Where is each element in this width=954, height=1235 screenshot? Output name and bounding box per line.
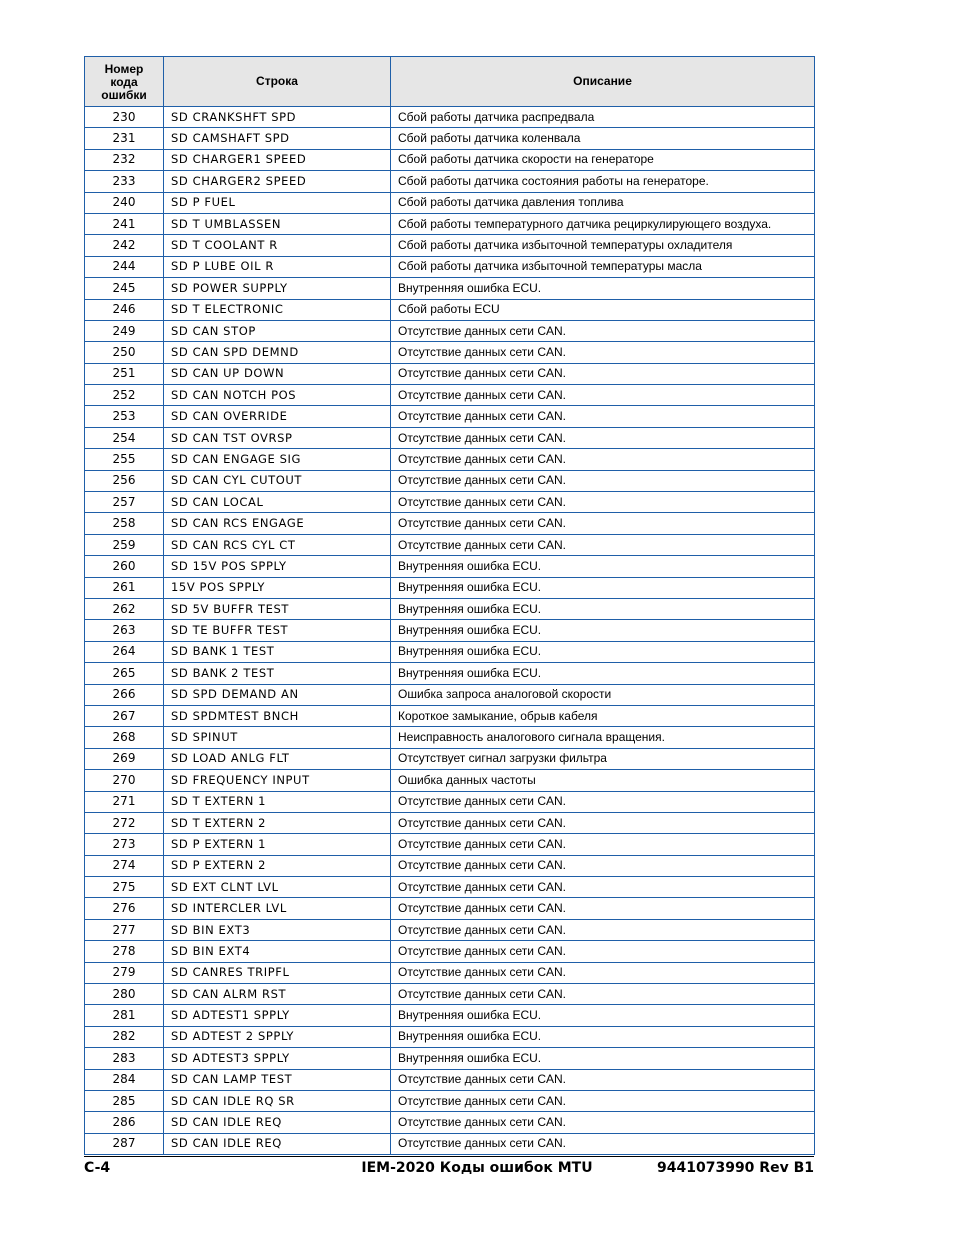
table-row bbox=[85, 449, 815, 470]
string-cell: SD EXT CLNT LVL bbox=[164, 877, 391, 898]
table-row bbox=[85, 1112, 815, 1133]
code-cell: 286 bbox=[85, 1112, 164, 1133]
description-cell: Сбой работы датчика коленвала bbox=[391, 128, 815, 149]
string-cell: SD CAN STOP bbox=[164, 320, 391, 341]
description-cell: Сбой работы датчика избыточной температуры масла bbox=[391, 256, 815, 277]
code-cell: 282 bbox=[85, 1026, 164, 1047]
table-row bbox=[85, 898, 815, 919]
table-row bbox=[85, 107, 815, 128]
code-cell: 230 bbox=[85, 107, 164, 128]
code-cell: 241 bbox=[85, 213, 164, 234]
string-cell: SD BIN EXT3 bbox=[164, 919, 391, 940]
string-cell: SD T EXTERN 2 bbox=[164, 812, 391, 833]
code-cell: 259 bbox=[85, 534, 164, 555]
string-cell: SD SPDMTEST BNCH bbox=[164, 705, 391, 726]
code-cell: 281 bbox=[85, 1005, 164, 1026]
footer-doc-number: 9441073990 Rev B1 bbox=[657, 1160, 814, 1176]
description-cell: Внутренняя ошибка ECU. bbox=[391, 1048, 815, 1069]
code-cell: 242 bbox=[85, 235, 164, 256]
description-cell: Отсутствие данных сети CAN. bbox=[391, 513, 815, 534]
string-cell: SD BANK 1 TEST bbox=[164, 641, 391, 662]
code-cell: 278 bbox=[85, 941, 164, 962]
table-row bbox=[85, 1090, 815, 1111]
code-cell: 264 bbox=[85, 641, 164, 662]
table-row bbox=[85, 598, 815, 619]
table-row bbox=[85, 941, 815, 962]
string-cell: SD ADTEST1 SPPLY bbox=[164, 1005, 391, 1026]
string-cell: SD CAN IDLE RQ SR bbox=[164, 1090, 391, 1111]
string-cell: SD CAN TST OVRSP bbox=[164, 427, 391, 448]
code-cell: 277 bbox=[85, 919, 164, 940]
table-row bbox=[85, 470, 815, 491]
description-cell: Отсутствие данных сети CAN. bbox=[391, 1133, 815, 1154]
description-cell: Отсутствие данных сети CAN. bbox=[391, 385, 815, 406]
string-cell: SD TE BUFFR TEST bbox=[164, 620, 391, 641]
string-cell: SD CHARGER2 SPEED bbox=[164, 171, 391, 192]
string-cell: SD CAN LOCAL bbox=[164, 492, 391, 513]
table-row bbox=[85, 363, 815, 384]
table-row bbox=[85, 919, 815, 940]
table-row bbox=[85, 406, 815, 427]
code-cell: 269 bbox=[85, 748, 164, 769]
description-cell: Отсутствие данных сети CAN. bbox=[391, 855, 815, 876]
description-cell: Отсутствие данных сети CAN. bbox=[391, 363, 815, 384]
table-row bbox=[85, 427, 815, 448]
table-row bbox=[85, 278, 815, 299]
code-cell: 271 bbox=[85, 791, 164, 812]
code-cell: 252 bbox=[85, 385, 164, 406]
string-cell: SD BIN EXT4 bbox=[164, 941, 391, 962]
code-cell: 246 bbox=[85, 299, 164, 320]
header-string: Строка bbox=[164, 57, 391, 107]
table-row bbox=[85, 1048, 815, 1069]
table-row bbox=[85, 256, 815, 277]
description-cell: Отсутствие данных сети CAN. bbox=[391, 1069, 815, 1090]
code-cell: 251 bbox=[85, 363, 164, 384]
string-cell: SD CAN IDLE REQ bbox=[164, 1133, 391, 1154]
table-row bbox=[85, 770, 815, 791]
string-cell: SD CAN CYL CUTOUT bbox=[164, 470, 391, 491]
description-cell: Отсутствие данных сети CAN. bbox=[391, 449, 815, 470]
description-cell: Отсутствие данных сети CAN. bbox=[391, 877, 815, 898]
string-cell: SD T ELECTRONIC bbox=[164, 299, 391, 320]
code-cell: 261 bbox=[85, 577, 164, 598]
code-cell: 275 bbox=[85, 877, 164, 898]
table-row bbox=[85, 620, 815, 641]
error-codes-table bbox=[84, 56, 815, 1155]
table-row bbox=[85, 299, 815, 320]
string-cell: SD 5V BUFFR TEST bbox=[164, 598, 391, 619]
code-cell: 254 bbox=[85, 427, 164, 448]
table-row bbox=[85, 834, 815, 855]
table-row bbox=[85, 727, 815, 748]
string-cell: SD CAN RCS ENGAGE bbox=[164, 513, 391, 534]
string-cell: SD P EXTERN 2 bbox=[164, 855, 391, 876]
description-cell: Внутренняя ошибка ECU. bbox=[391, 556, 815, 577]
table-row bbox=[85, 1026, 815, 1047]
string-cell: SD SPD DEMAND AN bbox=[164, 684, 391, 705]
code-cell: 258 bbox=[85, 513, 164, 534]
code-cell: 265 bbox=[85, 663, 164, 684]
string-cell: SD BANK 2 TEST bbox=[164, 663, 391, 684]
string-cell: SD CAN ALRM RST bbox=[164, 984, 391, 1005]
table-row bbox=[85, 235, 815, 256]
header-code-line3: ошибки bbox=[101, 87, 147, 102]
string-cell: 15V POS SPPLY bbox=[164, 577, 391, 598]
string-cell: SD CAMSHAFT SPD bbox=[164, 128, 391, 149]
table-row bbox=[85, 213, 815, 234]
footer-page-number: C-4 bbox=[84, 1160, 111, 1176]
string-cell: SD CAN RCS CYL CT bbox=[164, 534, 391, 555]
description-cell: Отсутствие данных сети CAN. bbox=[391, 1090, 815, 1111]
code-cell: 253 bbox=[85, 406, 164, 427]
code-cell: 283 bbox=[85, 1048, 164, 1069]
description-cell: Внутренняя ошибка ECU. bbox=[391, 641, 815, 662]
table-row bbox=[85, 705, 815, 726]
string-cell: SD T EXTERN 1 bbox=[164, 791, 391, 812]
table-row bbox=[85, 149, 815, 170]
string-cell: SD ADTEST 2 SPPLY bbox=[164, 1026, 391, 1047]
code-cell: 257 bbox=[85, 492, 164, 513]
table-row bbox=[85, 877, 815, 898]
table-row bbox=[85, 342, 815, 363]
description-cell: Сбой работы датчика скорости на генераторе bbox=[391, 149, 815, 170]
description-cell: Внутренняя ошибка ECU. bbox=[391, 598, 815, 619]
description-cell: Отсутствие данных сети CAN. bbox=[391, 427, 815, 448]
code-cell: 280 bbox=[85, 984, 164, 1005]
table-row bbox=[85, 192, 815, 213]
string-cell: SD P LUBE OIL R bbox=[164, 256, 391, 277]
string-cell: SD CAN ENGAGE SIG bbox=[164, 449, 391, 470]
description-cell: Ошибка запроса аналоговой скорости bbox=[391, 684, 815, 705]
code-cell: 267 bbox=[85, 705, 164, 726]
code-cell: 287 bbox=[85, 1133, 164, 1154]
header-description: Описание bbox=[391, 57, 815, 107]
table-row bbox=[85, 791, 815, 812]
table-row bbox=[85, 577, 815, 598]
description-cell: Отсутствие данных сети CAN. bbox=[391, 342, 815, 363]
code-cell: 255 bbox=[85, 449, 164, 470]
code-cell: 274 bbox=[85, 855, 164, 876]
header-code bbox=[85, 57, 164, 107]
string-cell: SD ADTEST3 SPPLY bbox=[164, 1048, 391, 1069]
string-cell: SD FREQUENCY INPUT bbox=[164, 770, 391, 791]
table-row bbox=[85, 1133, 815, 1154]
table-row bbox=[85, 492, 815, 513]
description-cell: Внутренняя ошибка ECU. bbox=[391, 1005, 815, 1026]
table-row bbox=[85, 748, 815, 769]
description-cell: Сбой работы датчика состояния работы на генераторе. bbox=[391, 171, 815, 192]
table-row bbox=[85, 534, 815, 555]
code-cell: 279 bbox=[85, 962, 164, 983]
description-cell: Внутренняя ошибка ECU. bbox=[391, 1026, 815, 1047]
table-row bbox=[85, 984, 815, 1005]
description-cell: Ошибка данных частоты bbox=[391, 770, 815, 791]
code-cell: 231 bbox=[85, 128, 164, 149]
code-cell: 284 bbox=[85, 1069, 164, 1090]
description-cell: Отсутствие данных сети CAN. bbox=[391, 941, 815, 962]
string-cell: SD CAN UP DOWN bbox=[164, 363, 391, 384]
table-body bbox=[85, 107, 815, 1155]
description-cell: Внутренняя ошибка ECU. bbox=[391, 620, 815, 641]
code-cell: 276 bbox=[85, 898, 164, 919]
table-row bbox=[85, 513, 815, 534]
table-row bbox=[85, 812, 815, 833]
code-cell: 250 bbox=[85, 342, 164, 363]
description-cell: Отсутствие данных сети CAN. bbox=[391, 320, 815, 341]
code-cell: 268 bbox=[85, 727, 164, 748]
code-cell: 263 bbox=[85, 620, 164, 641]
description-cell: Отсутствие данных сети CAN. bbox=[391, 791, 815, 812]
code-cell: 285 bbox=[85, 1090, 164, 1111]
header-code-line2: кода bbox=[110, 74, 138, 89]
table-row bbox=[85, 128, 815, 149]
description-cell: Отсутствие данных сети CAN. bbox=[391, 812, 815, 833]
description-cell: Внутренняя ошибка ECU. bbox=[391, 278, 815, 299]
description-cell: Внутренняя ошибка ECU. bbox=[391, 663, 815, 684]
description-cell: Отсутствие данных сети CAN. bbox=[391, 406, 815, 427]
code-cell: 256 bbox=[85, 470, 164, 491]
string-cell: SD T UMBLASSEN bbox=[164, 213, 391, 234]
table-row bbox=[85, 1005, 815, 1026]
description-cell: Отсутствие данных сети CAN. bbox=[391, 962, 815, 983]
table-row bbox=[85, 385, 815, 406]
description-cell: Короткое замыкание, обрыв кабеля bbox=[391, 705, 815, 726]
table-row bbox=[85, 962, 815, 983]
description-cell: Отсутствие данных сети CAN. bbox=[391, 834, 815, 855]
description-cell: Сбой работы датчика избыточной температуры охладителя bbox=[391, 235, 815, 256]
description-cell: Неисправность аналогового сигнала вращения. bbox=[391, 727, 815, 748]
string-cell: SD CAN NOTCH POS bbox=[164, 385, 391, 406]
code-cell: 244 bbox=[85, 256, 164, 277]
code-cell: 249 bbox=[85, 320, 164, 341]
string-cell: SD POWER SUPPLY bbox=[164, 278, 391, 299]
code-cell: 272 bbox=[85, 812, 164, 833]
code-cell: 245 bbox=[85, 278, 164, 299]
string-cell: SD CAN OVERRIDE bbox=[164, 406, 391, 427]
description-cell: Отсутствие данных сети CAN. bbox=[391, 919, 815, 940]
footer-title: IEM-2020 Коды ошибок MTU bbox=[361, 1160, 593, 1176]
footer-divider bbox=[84, 1156, 814, 1157]
string-cell: SD CAN LAMP TEST bbox=[164, 1069, 391, 1090]
code-cell: 262 bbox=[85, 598, 164, 619]
description-cell: Отсутствие данных сети CAN. bbox=[391, 1112, 815, 1133]
string-cell: SD T COOLANT R bbox=[164, 235, 391, 256]
description-cell: Отсутствие данных сети CAN. bbox=[391, 470, 815, 491]
header-code-line1: Номер bbox=[104, 61, 144, 76]
string-cell: SD 15V POS SPPLY bbox=[164, 556, 391, 577]
string-cell: SD CANRES TRIPFL bbox=[164, 962, 391, 983]
code-cell: 232 bbox=[85, 149, 164, 170]
code-cell: 240 bbox=[85, 192, 164, 213]
string-cell: SD CAN IDLE REQ bbox=[164, 1112, 391, 1133]
table-row bbox=[85, 556, 815, 577]
code-cell: 260 bbox=[85, 556, 164, 577]
string-cell: SD CRANKSHFT SPD bbox=[164, 107, 391, 128]
description-cell: Отсутствие данных сети CAN. bbox=[391, 534, 815, 555]
code-cell: 270 bbox=[85, 770, 164, 791]
description-cell: Отсутствие данных сети CAN. bbox=[391, 898, 815, 919]
description-cell: Сбой работы температурного датчика рециркулирующего воздуха. bbox=[391, 213, 815, 234]
code-cell: 266 bbox=[85, 684, 164, 705]
code-cell: 233 bbox=[85, 171, 164, 192]
description-cell: Отсутствие данных сети CAN. bbox=[391, 984, 815, 1005]
string-cell: SD P EXTERN 1 bbox=[164, 834, 391, 855]
description-cell: Внутренняя ошибка ECU. bbox=[391, 577, 815, 598]
table-row bbox=[85, 663, 815, 684]
description-cell: Отсутствует сигнал загрузки фильтра bbox=[391, 748, 815, 769]
string-cell: SD P FUEL bbox=[164, 192, 391, 213]
table-row bbox=[85, 641, 815, 662]
string-cell: SD INTERCLER LVL bbox=[164, 898, 391, 919]
string-cell: SD LOAD ANLG FLT bbox=[164, 748, 391, 769]
description-cell: Сбой работы ECU bbox=[391, 299, 815, 320]
string-cell: SD CAN SPD DEMND bbox=[164, 342, 391, 363]
table-row bbox=[85, 1069, 815, 1090]
table-row bbox=[85, 684, 815, 705]
string-cell: SD CHARGER1 SPEED bbox=[164, 149, 391, 170]
code-cell: 273 bbox=[85, 834, 164, 855]
string-cell: SD SPINUT bbox=[164, 727, 391, 748]
description-cell: Сбой работы датчика давления топлива bbox=[391, 192, 815, 213]
table-row bbox=[85, 171, 815, 192]
table-row bbox=[85, 320, 815, 341]
description-cell: Сбой работы датчика распредвала bbox=[391, 107, 815, 128]
table-header-row bbox=[85, 57, 815, 107]
table-row bbox=[85, 855, 815, 876]
description-cell: Отсутствие данных сети CAN. bbox=[391, 492, 815, 513]
